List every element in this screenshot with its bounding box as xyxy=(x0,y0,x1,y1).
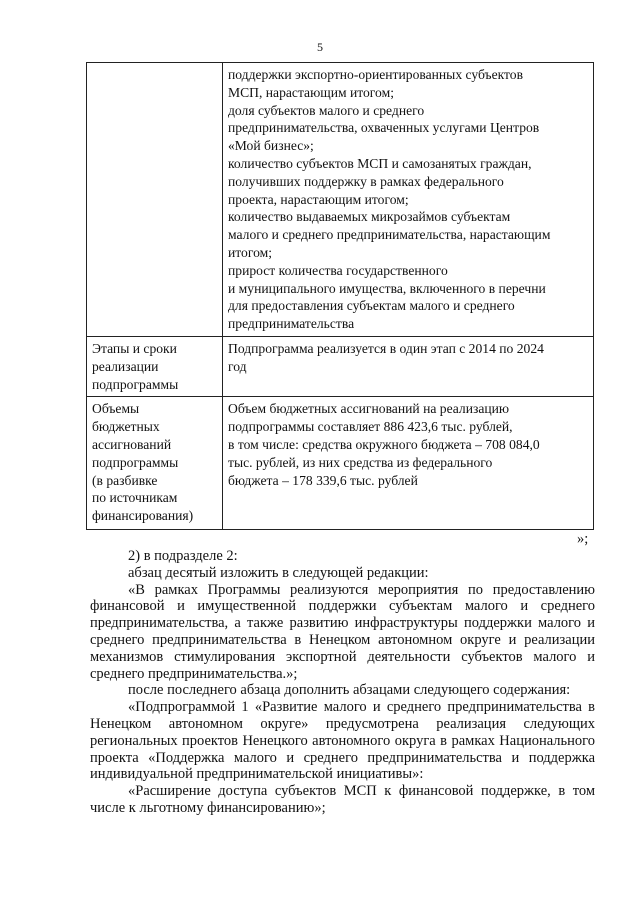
table-value-cell xyxy=(223,397,594,530)
cell-text-line: количество субъектов МСП и самозанятых граждан, xyxy=(228,155,532,171)
cell-text-line: «Мой бизнес»; xyxy=(228,138,314,154)
cell-text-line: по источникам xyxy=(92,490,178,506)
table-label-cell xyxy=(87,397,223,530)
cell-text-line: тыс. рублей, из них средства из федерального xyxy=(228,454,493,470)
cell-text-line: поддержки экспортно-ориентированных субъектов xyxy=(228,67,524,82)
cell-text-line: количество выдаваемых микрозаймов субъектам xyxy=(228,209,511,225)
cell-text-line: бюджетных xyxy=(92,419,160,435)
cell-text-line: реализации xyxy=(92,358,159,374)
table-row xyxy=(87,63,594,337)
cell-text-line: и муниципального имущества, включенного в перечни xyxy=(228,280,546,296)
cell-text-line: ассигнований xyxy=(92,436,172,452)
cell-text-line: итогом; xyxy=(228,244,272,260)
cell-text-line: в том числе: средства окружного бюджета – 708 084,0 xyxy=(228,436,540,452)
paragraph: «Расширение доступа субъектов МСП к финансовой поддержке, в том числе к льготному финансированию»; xyxy=(90,783,595,816)
paragraph: «В рамках Программы реализуются мероприятия по предоставлению финансовой и имущественной поддержки субъектам малого и среднего предпринимательства, а также развитию инфраструктуры поддержки малого и среднего предпринимательства в Ненецком автономном округе и реализации механизмов стимулирования экспортной деятельности субъектов малого и среднего предпринимательства.»; xyxy=(90,581,595,682)
cell-text-line: финансирования) xyxy=(92,508,194,524)
paragraph: абзац десятый изложить в следующей редакции: xyxy=(128,564,429,581)
cell-text-line: (в разбивке xyxy=(92,472,158,488)
table-value-cell xyxy=(223,63,594,337)
table-row xyxy=(87,337,594,397)
cell-text-line: предпринимательства, охваченных услугами Центров xyxy=(228,120,540,136)
cell-text-line: бюджета – 178 339,6 тыс. рублей xyxy=(228,472,418,488)
cell-text-line: Этапы и сроки xyxy=(92,341,177,356)
table-label-cell xyxy=(87,337,223,397)
cell-text-line: Объем бюджетных ассигнований на реализацию xyxy=(228,401,510,417)
cell-text-line: малого и среднего предпринимательства, нарастающим xyxy=(228,227,551,243)
cell-text-line: проекта, нарастающим итогом; xyxy=(228,191,409,207)
cell-text-line: для предоставления субъектам малого и среднего xyxy=(228,298,515,314)
cell-text-line: предпринимательства xyxy=(228,316,355,332)
closing-quote: »; xyxy=(577,531,589,547)
paragraph: «Подпрограммой 1 «Развитие малого и среднего предпринимательства в Ненецком автономном округе» предусмотрена реализация следующих региональных проектов Ненецкого автономного округа в рамках Национального проекта «Поддержка малого и среднего предпринимательства и поддержка индивидуальной предпринимательской инициативы»: xyxy=(90,699,595,783)
table-value-cell xyxy=(223,337,594,397)
page-number: 5 xyxy=(317,40,323,54)
paragraph: после последнего абзаца дополнить абзацами следующего содержания: xyxy=(128,682,571,699)
cell-text-line: подпрограммы xyxy=(92,454,179,470)
cell-text-line: получивших поддержку в рамках федерального xyxy=(228,173,504,189)
cell-text-line: прирост количества государственного xyxy=(228,262,448,278)
cell-text-line: Объемы xyxy=(92,401,140,417)
cell-text-line: подпрограммы составляет 886 423,6 тыс. рублей, xyxy=(228,419,513,435)
cell-text-line: Подпрограмма реализуется в один этап с 2014 по 2024 xyxy=(228,341,544,356)
table-row xyxy=(87,397,594,530)
table-label-cell xyxy=(87,63,223,337)
cell-text-line: доля субъектов малого и среднего xyxy=(228,102,425,118)
body-text xyxy=(90,548,595,817)
cell-text-line: МСП, нарастающим итогом; xyxy=(228,84,394,100)
paragraph: 2) в подразделе 2: xyxy=(128,548,238,564)
program-passport-table xyxy=(86,62,594,530)
cell-text-line: подпрограммы xyxy=(92,376,179,392)
cell-text-line: год xyxy=(228,358,247,374)
